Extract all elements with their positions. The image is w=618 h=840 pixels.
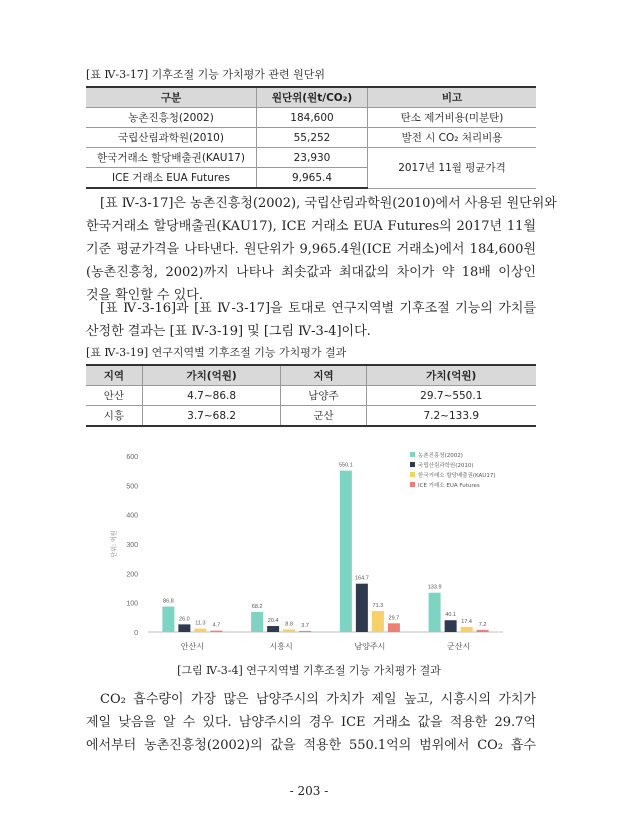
data-label: 68.2	[251, 603, 263, 610]
body-paragraph	[86, 297, 536, 343]
text-line: 에서부터 농촌진흥청(2002)의 값을 적용한 550.1억의 범위에서 CO₂ 흡수	[86, 738, 536, 753]
text-line: 기준 평균가격을 나타낸다. 원단위가 9,965.4원(ICE 거래소)에서 184,600원	[86, 242, 536, 257]
data-label: 550.1	[338, 462, 353, 469]
bar-chart	[98, 446, 518, 662]
table-cell: 안산	[86, 386, 142, 406]
table-header-row	[86, 365, 536, 386]
bar	[178, 624, 190, 632]
text-line: [표 Ⅳ-3-16]과 [표 Ⅳ-3-17]을 토대로 연구지역별 기후조절 기능의 가치를	[100, 301, 536, 316]
table-row	[86, 128, 536, 148]
text-line: 한국거래소 할당배출권(KAU17), ICE 거래소 EUA Futures의 2017년 11월	[86, 219, 536, 234]
table-header-cell: 지역	[86, 365, 142, 386]
table-header-cell: 구분	[86, 87, 257, 108]
table-cell: 남양주	[281, 386, 366, 406]
y-tick-label: 300	[126, 542, 138, 549]
legend-entry: 한국거래소 할당배출권(KAU17)	[418, 473, 496, 479]
table-header-cell: 가치(억원)	[142, 365, 281, 386]
table-header-row	[86, 87, 536, 108]
legend-entry: 농촌진흥청(2002)	[418, 453, 463, 459]
x-tick-label: 안산시	[180, 642, 204, 651]
text-line: 것을 확인할 수 있다.	[86, 288, 203, 303]
data-label: 71.3	[372, 603, 384, 610]
table-header-cell: 원단위(원t/CO₂)	[257, 87, 368, 108]
bar	[299, 631, 311, 632]
body-paragraph	[86, 688, 536, 757]
legend-entry: ICE 거래소 EUA Futures	[418, 483, 480, 489]
data-label: 29.7	[388, 615, 400, 622]
legend-swatch	[410, 462, 415, 467]
table-header-cell: 비고	[368, 87, 537, 108]
table-cell: 농촌진흥청(2002)	[86, 108, 257, 128]
bar	[388, 623, 400, 632]
bar	[162, 607, 174, 632]
table-cell: 9,965.4	[257, 168, 368, 189]
bar	[461, 627, 473, 632]
region-value-table	[86, 364, 536, 427]
table-caption: [표 Ⅳ-3-17] 기후조절 기능 가치평가 관련 원단위	[86, 68, 325, 81]
bar	[267, 626, 279, 632]
data-label: 40.1	[445, 612, 456, 619]
legend-swatch	[410, 472, 415, 477]
data-label: 86.8	[163, 598, 174, 605]
x-tick-label: 시흥시	[269, 642, 293, 651]
table-row	[86, 148, 536, 168]
data-label: 4.7	[212, 622, 221, 629]
text-line: 산정한 결과는 [표 Ⅳ-3-19] 및 [그림 Ⅳ-3-4]이다.	[86, 324, 371, 339]
bar	[340, 471, 352, 632]
table-cell: 발전 시 CO₂ 처리비용	[368, 128, 537, 148]
table-cell: 국립산림과학원(2010)	[86, 128, 257, 148]
table-cell: 7.2~133.9	[366, 406, 536, 427]
bar	[283, 629, 295, 632]
table-cell-merged: 2017년 11월 평균가격	[368, 148, 537, 189]
data-label: 164.7	[354, 575, 369, 582]
table-cell: ICE 거래소 EUA Futures	[86, 168, 257, 189]
bar	[445, 620, 457, 632]
bar	[429, 593, 441, 632]
table-cell: 군산	[281, 406, 366, 427]
legend-swatch	[410, 482, 415, 487]
x-tick-label: 군산시	[447, 642, 471, 651]
text-line: CO₂ 흡수량이 가장 많은 남양주시의 가치가 제일 높고, 시흥시의 가치가	[100, 692, 536, 707]
text-line: 제일 낮음을 알 수 있다. 남양주시의 경우 ICE 거래소 값을 적용한 29.7억	[86, 715, 536, 730]
legend-entry: 국립산림과학원(2010)	[418, 463, 474, 469]
y-tick-label: 100	[126, 600, 138, 608]
data-label: 133.9	[427, 584, 442, 591]
page-number: - 203 -	[289, 784, 329, 798]
y-tick-label: 200	[126, 571, 138, 579]
bar	[356, 584, 368, 632]
body-paragraph	[86, 192, 557, 307]
y-tick-label: 400	[126, 512, 138, 520]
unit-price-table	[86, 86, 536, 189]
table-cell: 184,600	[257, 108, 368, 128]
y-axis-label: 단위: 억원	[111, 530, 118, 558]
table-cell: 3.7~68.2	[142, 406, 281, 427]
table-cell: 29.7~550.1	[366, 386, 536, 406]
table-cell: 시흥	[86, 406, 142, 427]
table-cell: 55,252	[257, 128, 368, 148]
data-label: 8.8	[285, 621, 293, 628]
text-line: (농촌진흥청, 2002)까지 나타나 최솟값과 최대값의 차이가 약 18배 이상인	[86, 265, 536, 280]
bar	[477, 630, 489, 632]
data-label: 20.4	[267, 618, 279, 625]
y-tick-label: 600	[126, 454, 138, 461]
table-header-cell: 가치(억원)	[366, 365, 536, 386]
table-row	[86, 386, 536, 406]
table-cell: 23,930	[257, 148, 368, 168]
table-header-cell: 지역	[281, 365, 366, 386]
text-line: [표 Ⅳ-3-17]은 농촌진흥청(2002), 국립산림과학원(2010)에서 사용된 원단위와	[100, 196, 557, 211]
table-row	[86, 108, 536, 128]
table-cell: 탄소 제거비용(미분탄)	[368, 108, 537, 128]
table-row	[86, 406, 536, 427]
bar	[372, 611, 384, 632]
y-tick-label: 500	[126, 483, 138, 491]
legend-swatch	[410, 452, 415, 457]
bar	[210, 631, 222, 632]
data-label: 26.0	[179, 616, 190, 623]
table-cell: 4.7~86.8	[142, 386, 281, 406]
table-caption: [표 Ⅳ-3-19] 연구지역별 기후조절 기능 가치평가 결과	[86, 346, 347, 359]
figure-caption: [그림 Ⅳ-3-4] 연구지역별 기후조절 기능 가치평가 결과	[177, 664, 441, 677]
bar	[194, 629, 206, 632]
table-cell: 한국거래소 할당배출권(KAU17)	[86, 148, 257, 168]
y-tick-label: 0	[134, 630, 138, 637]
data-label: 11.3	[195, 620, 206, 627]
x-tick-label: 남양주시	[354, 642, 386, 651]
data-label: 3.7	[301, 622, 309, 629]
data-label: 17.4	[461, 618, 472, 625]
data-label: 7.2	[478, 621, 487, 628]
bar	[251, 612, 263, 632]
